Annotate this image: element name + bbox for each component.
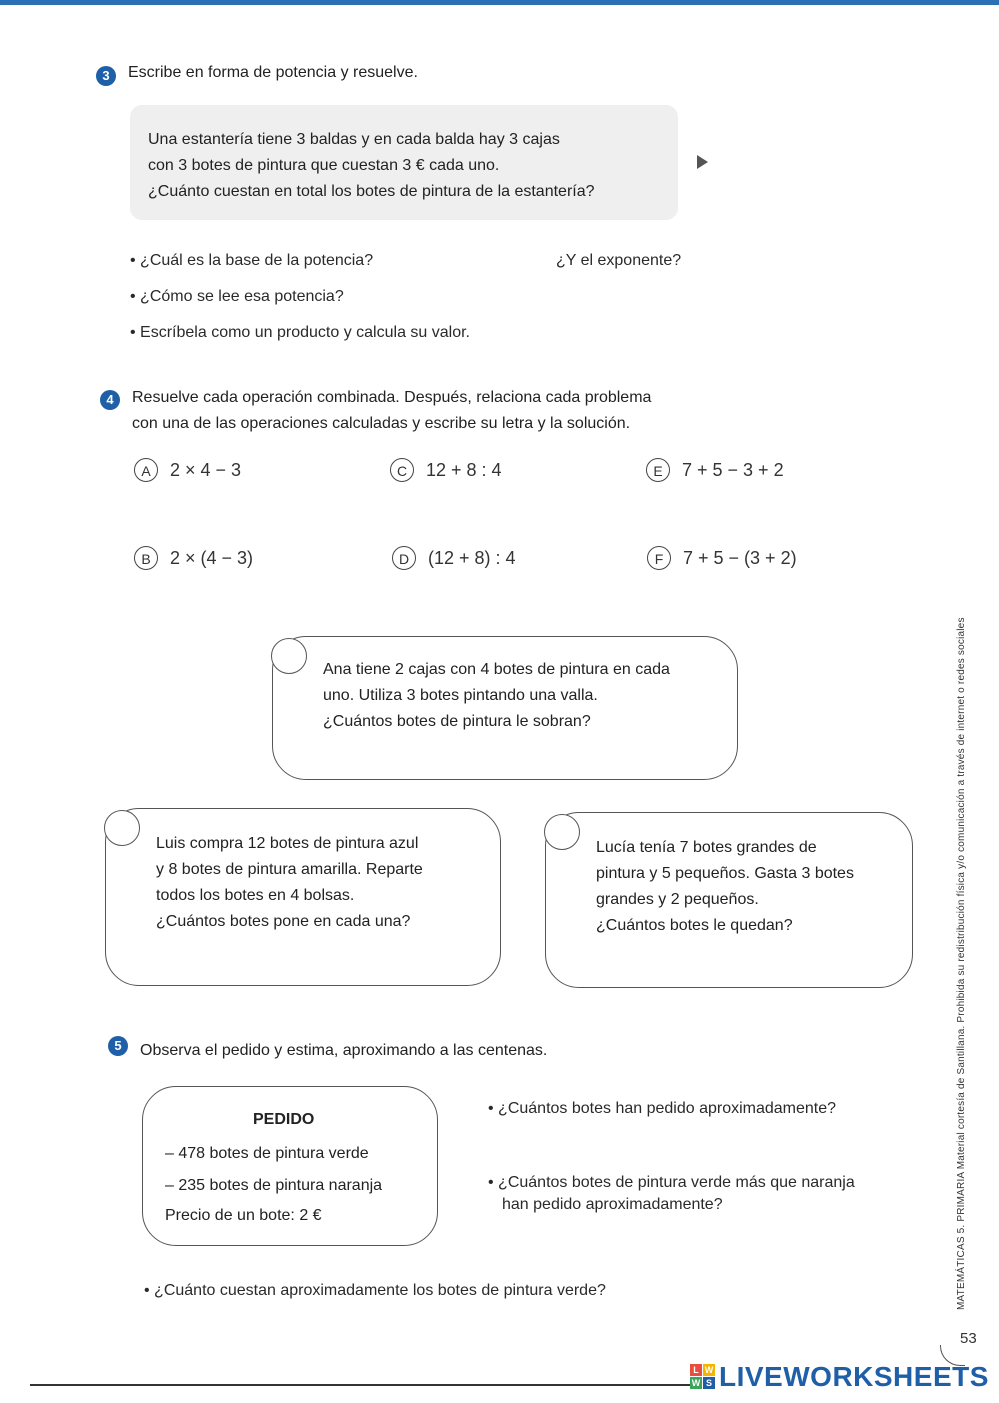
bubble-line: y 8 botes de pintura amarilla. Reparte (156, 861, 423, 878)
operation-expr-a: 2 × 4 − 3 (170, 460, 242, 480)
answer-circle-luis[interactable] (104, 810, 140, 846)
problem-bubble-luis (105, 808, 501, 986)
operation-letter-f: F (647, 546, 671, 570)
bubble-line: Luis compra 12 botes de pintura azul (156, 835, 419, 852)
operation-letter-c: C (390, 458, 414, 482)
question-difference-line: • ¿Cuántos botes de pintura verde más que naranja (488, 1174, 855, 1191)
problem-line: con 3 botes de pintura que cuestan 3 € cada uno. (148, 157, 500, 174)
bubble-line: ¿Cuántos botes le quedan? (596, 917, 793, 934)
exercise-5-title: Observa el pedido y estima, aproximando a las centenas. (140, 1042, 548, 1059)
liveworksheets-logo-icon: L W W S (691, 1365, 714, 1388)
operation-letter-b: B (134, 546, 158, 570)
exercise-3-problem-box (130, 105, 678, 220)
bottom-rule (30, 1384, 690, 1386)
order-line: – 478 botes de pintura verde (165, 1145, 369, 1162)
operation-expr-d: (12 + 8) : 4 (428, 548, 516, 568)
bubble-line: Ana tiene 2 cajas con 4 botes de pintura en cada (323, 661, 670, 678)
liveworksheets-logo-text: LIVEWORKSHEETS (719, 1361, 989, 1392)
liveworksheets-logo[interactable] (690, 1362, 989, 1392)
bubble-line: uno. Utiliza 3 botes pintando una valla. (323, 687, 598, 704)
question-green-cost: • ¿Cuánto cuestan aproximadamente los botes de pintura verde? (144, 1282, 606, 1299)
question-read: • ¿Cómo se lee esa potencia? (130, 288, 344, 305)
question-difference-line: han pedido aproximadamente? (502, 1196, 723, 1213)
side-copyright-text: MATEMÁTICAS 5. PRIMARIA Material cortesía de Santillana. Prohibida su redistribución física y/o comunicación a través de internet o redes sociales (956, 617, 967, 1310)
problem-line: ¿Cuánto cuestan en total los botes de pintura de la estantería? (148, 183, 595, 200)
problem-bubble-ana (272, 636, 738, 780)
bubble-line: pintura y 5 pequeños. Gasta 3 botes (596, 865, 854, 882)
answer-circle-lucia[interactable] (544, 814, 580, 850)
order-box (142, 1086, 438, 1246)
exercise-3-number: 3 (96, 66, 116, 86)
bubble-line: todos los botes en 4 bolsas. (156, 887, 355, 904)
order-line: – 235 botes de pintura naranja (165, 1177, 383, 1194)
answer-circle-ana[interactable] (271, 638, 307, 674)
question-product: • Escríbela como un producto y calcula su valor. (130, 324, 470, 341)
question-base: • ¿Cuál es la base de la potencia? (130, 252, 374, 269)
bubble-line: ¿Cuántos botes pone en cada una? (156, 913, 411, 930)
play-audio-icon[interactable] (697, 155, 708, 169)
exercise-4-title-line: Resuelve cada operación combinada. Después, relaciona cada problema (132, 389, 652, 406)
exercise-5-number: 5 (108, 1036, 128, 1056)
operation-letter-d: D (392, 546, 416, 570)
operation-letter-e: E (646, 458, 670, 482)
top-color-bar (0, 0, 999, 5)
order-title: PEDIDO (253, 1111, 315, 1128)
bubble-line: Lucía tenía 7 botes grandes de (596, 839, 817, 856)
order-line: Precio de un bote: 2 € (165, 1207, 322, 1224)
bubble-line: ¿Cuántos botes de pintura le sobran? (323, 713, 591, 730)
question-total-cans: • ¿Cuántos botes han pedido aproximadamente? (488, 1100, 837, 1117)
problem-line: Una estantería tiene 3 baldas y en cada balda hay 3 cajas (148, 131, 560, 148)
exercise-4-number: 4 (100, 390, 120, 410)
operation-letter-a: A (134, 458, 158, 482)
question-exponent: ¿Y el exponente? (556, 252, 682, 269)
operation-expr-e: 7 + 5 − 3 + 2 (682, 460, 784, 480)
exercise-3-title: Escribe en forma de potencia y resuelve. (128, 64, 418, 81)
page-number: 53 (960, 1330, 977, 1347)
bubble-line: grandes y 2 pequeños. (596, 891, 759, 908)
exercise-4-title-line: con una de las operaciones calculadas y escribe su letra y la solución. (132, 415, 631, 432)
problem-bubble-lucia (545, 812, 913, 988)
operation-expr-f: 7 + 5 − (3 + 2) (683, 548, 797, 568)
operation-expr-c: 12 + 8 : 4 (426, 460, 502, 480)
operation-expr-b: 2 × (4 − 3) (170, 548, 254, 568)
